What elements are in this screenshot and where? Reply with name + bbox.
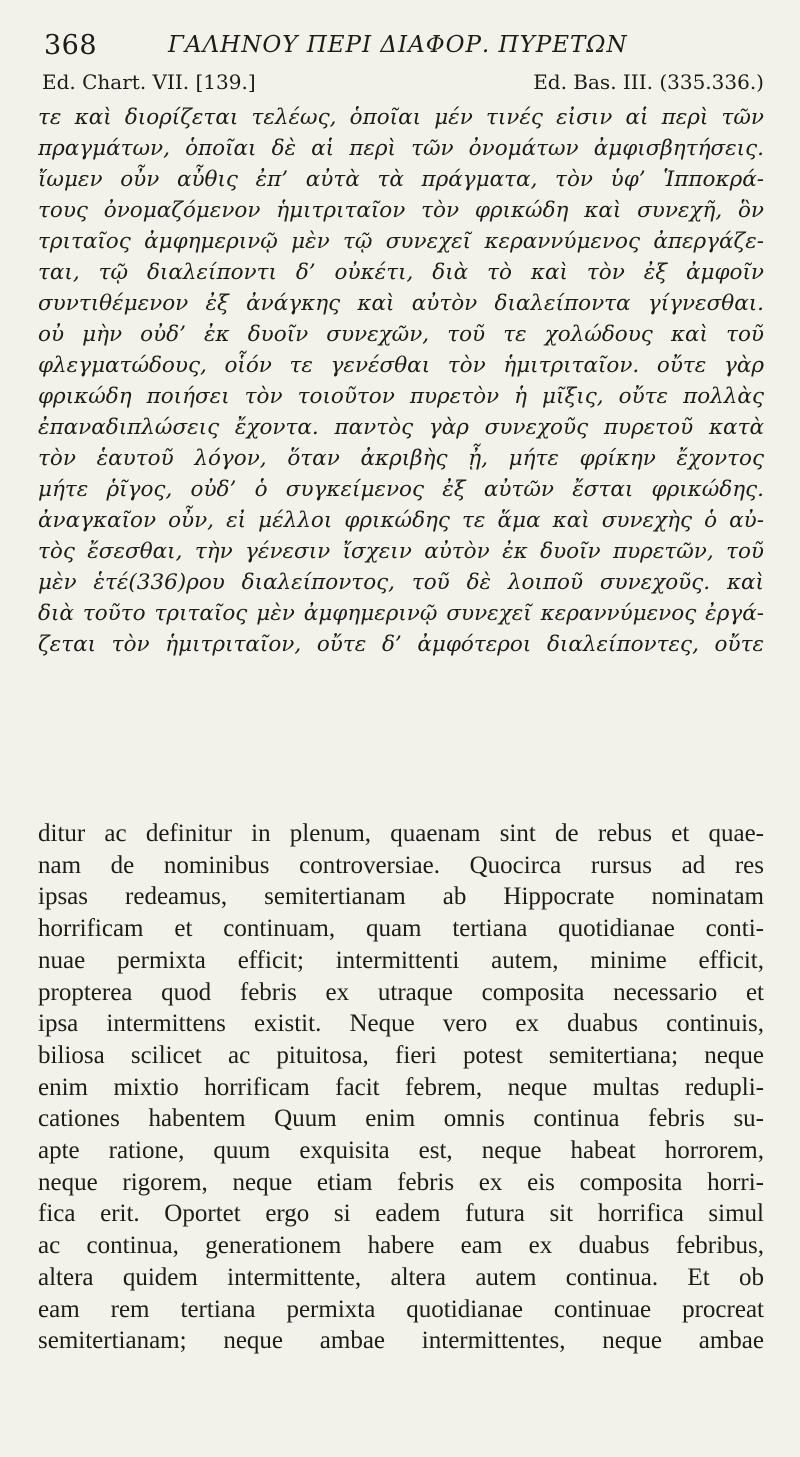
latin-line: apte ratione, quum exquisita est, neque habeat horrorem,: [38, 1137, 764, 1165]
latin-line: fica erit. Oportet ergo si eadem futura sit horrifica simul: [38, 1200, 764, 1228]
greek-line: τους ὀνομαζόμενον ἡμιτριταῖον τὸν φρικώδη καὶ συνεχῆ, ὃν: [38, 198, 764, 223]
greek-line: τὸν ἑαυτοῦ λόγον, ὅταν ἀκριβὴς ᾖ, μήτε φρίκην ἔχοντος: [38, 446, 764, 471]
latin-line: horrificam et continuam, quam tertiana quotidianae conti-: [38, 915, 764, 943]
edition-references: [38, 68, 764, 102]
latin-line: ac continua, generationem habere eam ex duabus febribus,: [38, 1232, 764, 1260]
greek-line: ἀναγκαῖον οὖν, εἰ μέλλοι φρικώδης τε ἅμα καὶ συνεχὴς ὁ αὐ-: [38, 508, 764, 533]
greek-line: συντιθέμενον ἐξ ἀνάγκης καὶ αὐτὸν διαλείποντα γίγνεσθαι.: [38, 291, 764, 316]
running-head: [38, 28, 764, 68]
greek-line: ἴωμεν οὖν αὖθις ἐπ’ αὐτὰ τὰ πράγματα, τὸν ὑφ’ Ἱπποκρά-: [38, 167, 764, 192]
latin-line: nuae permixta efficit; intermittenti autem, minime efficit,: [38, 946, 764, 974]
latin-line: neque rigorem, neque etiam febris ex eis composita horri-: [38, 1168, 764, 1196]
greek-line: μὲν ἑτέ(336)ρου διαλείποντος, τοῦ δὲ λοιποῦ συνεχοῦς. καὶ: [38, 570, 764, 595]
greek-line: οὐ μὴν οὐδ’ ἐκ δυοῖν συνεχῶν, τοῦ τε χολώδους καὶ τοῦ: [38, 322, 764, 347]
latin-line: nam de nominibus controversiae. Quocirca rursus ad res: [38, 851, 764, 879]
latin-line: eam rem tertiana permixta quotidianae continuae procreat: [38, 1295, 764, 1323]
greek-line: ζεται τὸν ἡμιτριταῖον, οὔτε δ’ ἀμφότεροι διαλείποντες, οὔτε: [38, 632, 764, 657]
latin-line: ditur ac definitur in plenum, quaenam sint de rebus et quae-: [38, 820, 764, 847]
latin-text-block: [38, 818, 764, 1357]
page-number: 368: [44, 30, 98, 61]
greek-line: τὸς ἔσεσθαι, τὴν γένεσιν ἴσχειν αὐτὸν ἐκ δυοῖν πυρετῶν, τοῦ: [38, 539, 764, 564]
greek-line: τε καὶ διορίζεται τελέως, ὁποῖαι μέν τινές εἰσιν αἱ περὶ τῶν: [38, 105, 764, 130]
greek-text-block: [38, 102, 764, 660]
greek-line: ται, τῷ διαλείποντι δ’ οὐκέτι, διὰ τὸ καὶ τὸν ἐξ ἀμφοῖν: [38, 260, 764, 285]
greek-line: πραγμάτων, ὁποῖαι δὲ αἱ περὶ τῶν ὀνομάτων ἀμφισβητήσεις.: [38, 136, 764, 161]
latin-line: ipsa intermittens existit. Neque vero ex duabus continuis,: [38, 1010, 764, 1038]
latin-line: cationes habentem Quum enim omnis continua febris su-: [38, 1105, 764, 1133]
greek-line: τριταῖος ἀμφημερινῷ μὲν τῷ συνεχεῖ κεραννύμενος ἀπεργάζε-: [38, 229, 764, 254]
latin-line: ipsas redeamus, semitertianam ab Hippocrate nominatam: [38, 883, 764, 911]
latin-line: biliosa scilicet ac pituitosa, fieri potest semitertiana; neque: [38, 1041, 764, 1069]
edition-reference-basel: Ed. Bas. III. (335.336.): [533, 70, 764, 94]
greek-line: ἐπαναδιπλώσεις ἔχοντα. παντὸς γὰρ συνεχοῦς πυρετοῦ κατὰ: [38, 415, 764, 440]
greek-line: φλεγματώδους, οἷόν τε γενέσθαι τὸν ἡμιτριταῖον. οὔτε γὰρ: [38, 353, 764, 378]
page-title: ΓΑΛΗΝΟΥ ΠΕΡΙ ΔΙΑΦΟΡ. ΠΥΡΕΤΩΝ: [168, 32, 628, 58]
greek-line: φρικώδη ποιήσει τὸν τοιοῦτον πυρετὸν ἡ μῖξις, οὔτε πολλὰς: [38, 384, 764, 409]
latin-line: enim mixtio horrificam facit febrem, neque multas redupli-: [38, 1073, 764, 1101]
latin-line: altera quidem intermittente, altera autem continua. Et ob: [38, 1263, 764, 1291]
greek-line: διὰ τοῦτο τριταῖος μὲν ἀμφημερινῷ συνεχεῖ κεραννύμενος ἐργά-: [38, 601, 764, 626]
latin-line: semitertianam; neque ambae intermittentes, neque ambae: [38, 1327, 764, 1355]
greek-line: μήτε ῥῖγος, οὐδ’ ὁ συγκείμενος ἐξ αὐτῶν ἔσται φρικώδης.: [38, 477, 764, 502]
latin-line: propterea quod febris ex utraque composita necessario et: [38, 978, 764, 1006]
edition-reference-chartier: Ed. Chart. VII. [139.]: [42, 70, 256, 94]
